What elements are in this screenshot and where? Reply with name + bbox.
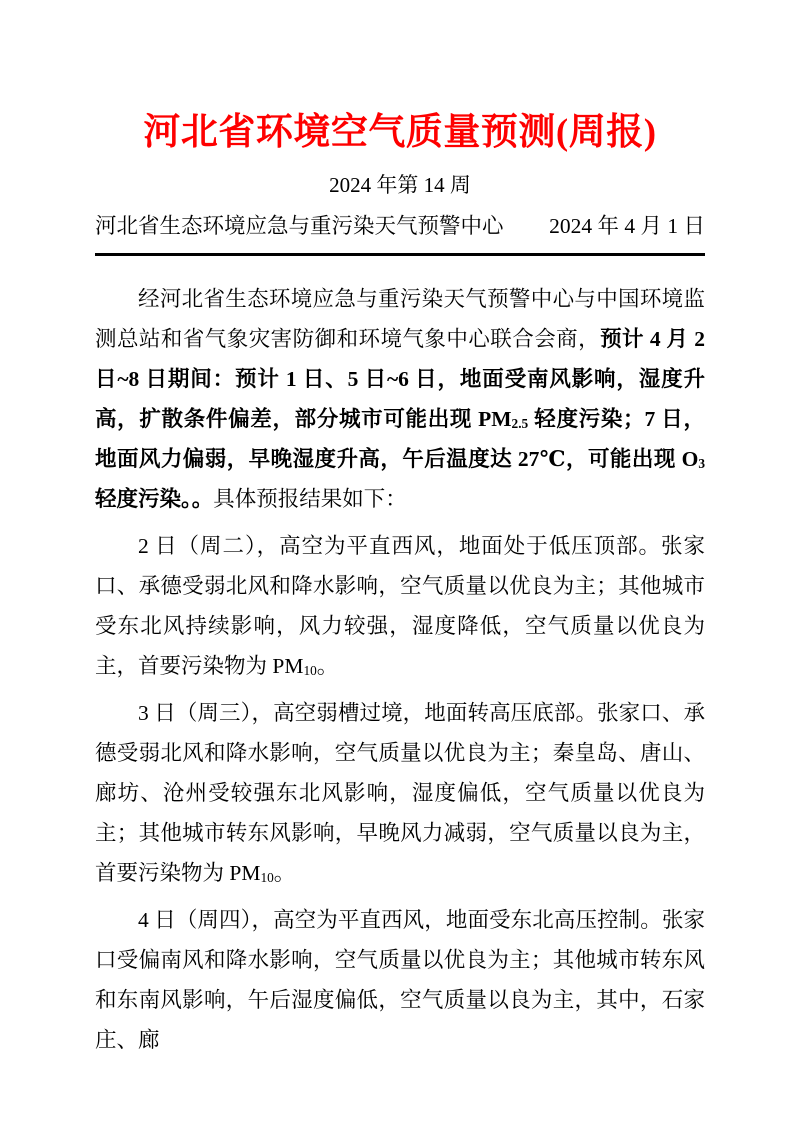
paragraph-day2-forecast [95,526,705,686]
paragraph-day3-forecast [95,693,705,893]
text-run: 轻度污染；7 日，地面风力偏弱，早晚湿度升高，午后温度达 27℃，可能出现 O [95,407,705,472]
org-name: 河北省生态环境应急与重污染天气预警中心 [95,214,504,239]
text-run: 3 日（周三），高空弱槽过境，地面转高压底部。张家口、承德受弱北风和降水影响，空气质量以优良为主；秦皇岛、唐山、廊坊、沧州受较强东北风影响，湿度偏低，空气质量以优良为主；其他城市转东风影响，早晚风力减弱，空气质量以良为主，首要污染物为 PM [95,701,705,886]
report-title: 河北省环境空气质量预测(周报) [143,112,657,153]
document-body [95,279,705,1060]
subscript-run: 2.5 [511,416,529,432]
text-run: 预计 4 月 2 日~8 日期间：预计 1 日、5 日~6 日，地面受南风影响，湿度升高，扩散条件偏差，部分城市可能出现 PM [95,327,705,432]
paragraph-day4-forecast [95,900,705,1060]
paragraph-intro-forecast [95,279,705,519]
text-run: 。 [273,861,296,886]
week-number-line: 2024 年第 14 周 [329,173,471,198]
subscript-run: 3 [698,456,705,472]
subscript-run: 10 [260,870,274,886]
report-date: 2024 年 4 月 1 日 [549,214,705,239]
text-run: 2 日（周二），高空为平直西风，地面处于低压顶部。张家口、承德受弱北风和降水影响，空气质量以优良为主；其他城市受东北风持续影响，风力较强，湿度降低，空气质量以优良为主，首要污染物为 PM [95,534,705,679]
text-run: 4 日（周四），高空为平直西风，地面受东北高压控制。张家口受偏南风和降水影响，空气质量以优良为主；其他城市转东风和东南风影响，午后湿度偏低，空气质量以良为主，其中，石家庄、廊 [95,908,705,1053]
text-run: 经河北省生态环境应急与重污染天气预警中心与中国环境监测总站和省气象灾害防御和环境气象中心联合会商， [95,287,705,352]
text-run: 具体预报结果如下： [213,487,407,512]
header-divider [95,253,705,256]
text-run: 。 [316,654,339,679]
org-date-row [95,214,705,240]
text-run: 轻度污染。。 [95,487,214,512]
subscript-run: 10 [303,663,317,679]
